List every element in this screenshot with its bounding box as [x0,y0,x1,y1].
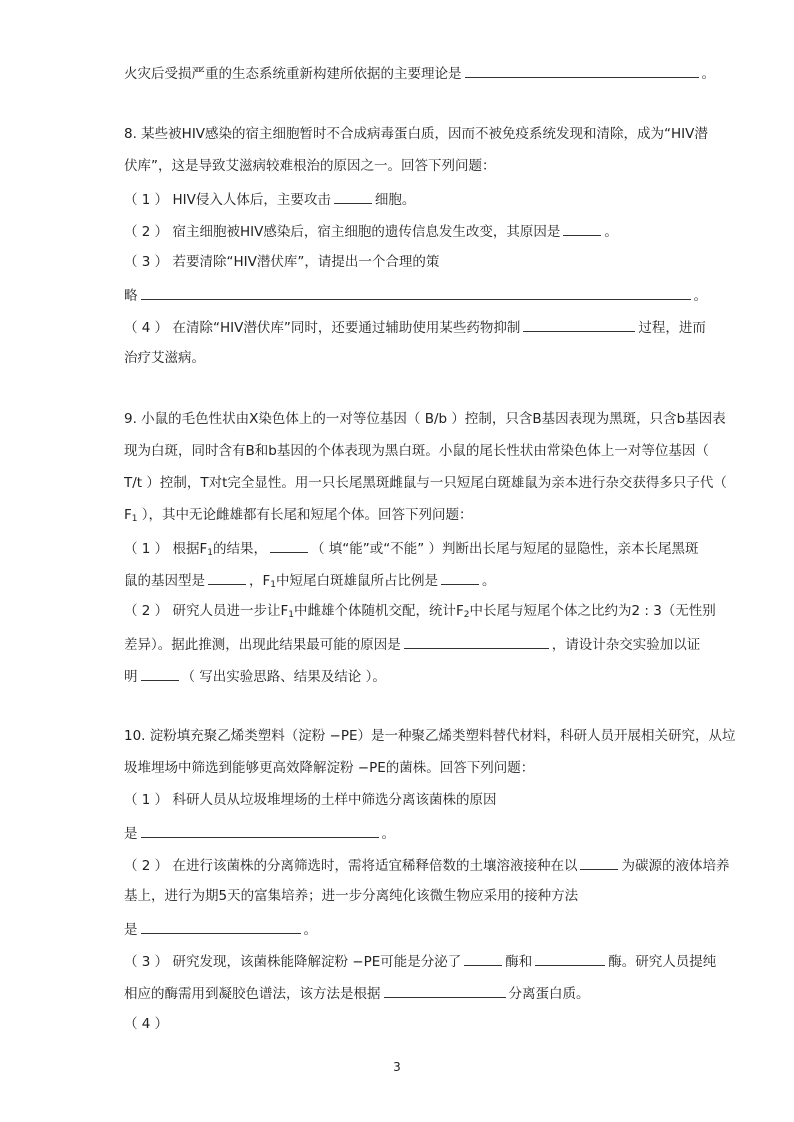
answer-blank[interactable] [441,569,479,585]
q8-part-3-answer: 略 。 [124,284,758,306]
answer-blank[interactable] [270,537,308,553]
answer-blank[interactable] [141,284,691,300]
q8-part-2: （ 2 ） 宿主细胞被HIV感染后，宿主细胞的遗传信息发生改变，其原因是 。 [124,220,758,242]
q10-part-2-answer: 是 。 [124,918,758,940]
q10-stem-line-1: 10. 淀粉填充聚乙烯类塑料（淀粉 −PE）是一种聚乙烯类塑料替代材料，科研人员开展相关研究，从垃 [124,728,736,744]
q9-part-2-cont: 差异）。据此推测，出现此结果最可能的原因是 ，请设计杂交实验加以证 [124,633,758,655]
q7-tail-line: 火灾后受损严重的生态系统重新构建所依据的主要理论是 。 [124,62,758,84]
text: 火灾后受损严重的生态系统重新构建所依据的主要理论是 [124,66,462,82]
q9-stem-line-3: T/t ）控制，T对t完全显性。用一只长尾黑斑雌鼠与一只短尾白斑雄鼠为亲本进行杂交获得多只子代（ [124,475,727,491]
answer-blank[interactable] [465,62,699,78]
q9-part-2-cont-2: 明 （ 写出实验思路、结果及结论 ）。 [124,665,758,687]
q9-part-1-cont: 鼠的基因型是 ，$F_1$中短尾白斑雄鼠所占比例是 。 [124,569,758,595]
q9-stem-line-2: 现为白斑，同时含有B和b基因的个体表现为黑白斑。小鼠的尾长性状由常染色体上一对等位基因（ [124,443,709,459]
q8-part-4-cont: 治疗艾滋病。 [124,350,205,366]
answer-blank[interactable] [141,665,179,681]
q8-stem-line-2: 伏库”，这是导致艾滋病较难根治的原因之一。回答下列问题： [124,158,496,174]
q10-part-4: （ 4 ） [124,1016,169,1032]
answer-blank[interactable] [141,822,379,838]
answer-blank[interactable] [141,918,301,934]
q10-part-1: （ 1 ） 科研人员从垃圾堆埋场的土样中筛选分离该菌株的原因 [124,792,497,808]
q8-part-4: （ 4 ） 在清除“HIV潜伏库”同时，还要通过辅助使用某些药物抑制 过程，进而 [124,316,758,338]
q9-part-1: （ 1 ） 根据$F_1$的结果， （ 填“能”或“不能” ）判断出长尾与短尾的显隐性，亲本长尾黑斑 [124,537,758,563]
answer-blank[interactable] [404,633,549,649]
page-number: 3 [393,1060,401,1074]
answer-blank[interactable] [384,982,506,998]
q8-part-1: （ 1 ） HIV侵入人体后，主要攻击 细胞。 [124,188,758,210]
q8-stem-line-1: 8. 某些被HIV感染的宿主细胞暂时不合成病毒蛋白质，因而不被免疫系统发现和清除，成为“HIV潜 [124,126,708,142]
answer-blank[interactable] [464,950,502,966]
answer-blank[interactable] [208,569,246,585]
q9-stem-line-1: 9. 小鼠的毛色性状由X染色体上的一对等位基因（ B/b ）控制，只含B基因表现为黑斑，只含b基因表 [124,411,726,427]
q8-part-3: （ 3 ） 若要清除“HIV潜伏库”，请提出一个合理的策 [124,254,440,270]
q9-stem-line-4: $F_1$ ），其中无论雌雄都有长尾和短尾个体。回答下列问题： [124,507,473,524]
q10-stem-line-2: 圾堆埋场中筛选到能够更高效降解淀粉 −PE的菌株。回答下列问题： [124,760,535,776]
answer-blank[interactable] [535,950,605,966]
q10-part-1-answer: 是 。 [124,822,758,844]
q9-part-2: （ 2 ） 研究人员进一步让$F_1$中雌雄个体随机交配，统计$F_2$中长尾与短尾个体之比约为2 : 3（无性别 [124,603,716,620]
answer-blank[interactable] [334,188,372,204]
q10-part-3: （ 3 ） 研究发现，该菌株能降解淀粉 −PE可能是分泌了 酶和 酶。研究人员提纯 [124,950,758,972]
answer-blank[interactable] [523,316,635,332]
answer-blank[interactable] [563,220,601,236]
q10-part-2: （ 2 ） 在进行该菌株的分离筛选时，需将适宜稀释倍数的土壤溶液接种在以 为碳源的液体培养 [124,854,758,876]
answer-blank[interactable] [580,854,618,870]
q10-part-2-cont: 基上，进行为期5天的富集培养；进一步分离纯化该微生物应采用的接种方法 [124,888,579,904]
q10-part-3-cont: 相应的酶需用到凝胶色谱法，该方法是根据 分离蛋白质。 [124,982,758,1004]
